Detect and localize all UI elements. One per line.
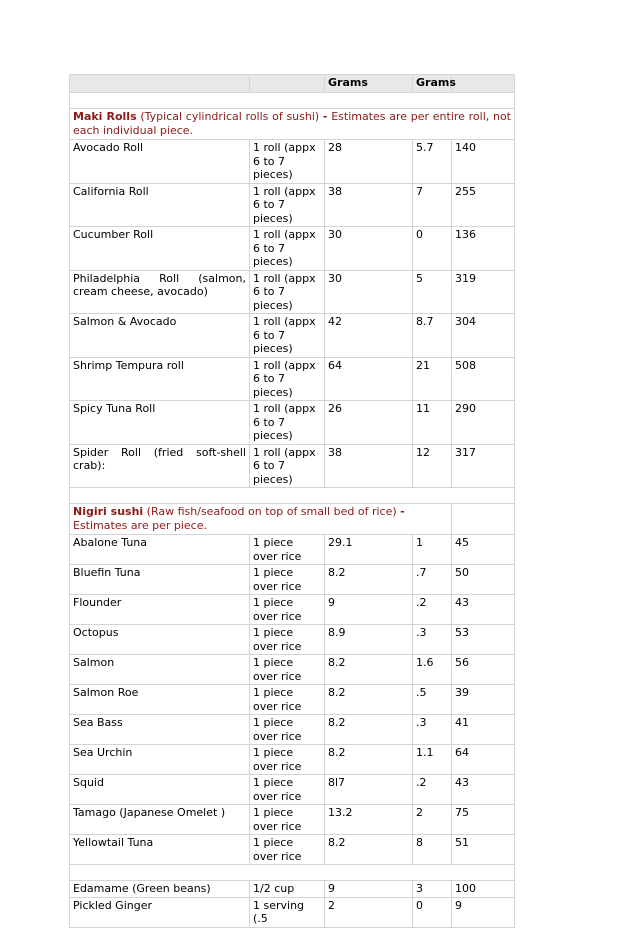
item-grams-1: 8.2: [325, 685, 413, 715]
item-serving: 1 piece over rice: [250, 715, 325, 745]
item-serving: 1 piece over rice: [250, 775, 325, 805]
item-name: Salmon: [70, 655, 250, 685]
item-serving: 1 piece over rice: [250, 685, 325, 715]
maki-section-note: Estimates are per entire roll, not each individual piece.: [73, 110, 511, 137]
item-grams-1: 29.1: [325, 535, 413, 565]
item-serving: 1 roll (appx 6 to 7 pieces): [250, 314, 325, 358]
item-name: Shrimp Tempura roll: [70, 357, 250, 401]
item-grams-2: .7: [413, 565, 452, 595]
item-serving: 1 roll (appx 6 to 7 pieces): [250, 227, 325, 271]
item-grams-2: .2: [413, 595, 452, 625]
item-grams-1: 9: [325, 881, 413, 898]
table-row: [70, 183, 515, 227]
item-grams-2: 8: [413, 835, 452, 865]
item-value: 304: [452, 314, 515, 358]
item-grams-1: 64: [325, 357, 413, 401]
header-row: [70, 75, 515, 93]
table-row: [70, 897, 515, 927]
item-grams-1: 9: [325, 595, 413, 625]
item-grams-2: .2: [413, 775, 452, 805]
item-grams-1: 8.2: [325, 745, 413, 775]
item-grams-1: 26: [325, 401, 413, 445]
item-serving: 1 piece over rice: [250, 535, 325, 565]
table-row: [70, 535, 515, 565]
item-grams-1: 28: [325, 140, 413, 184]
nigiri-section-header: [70, 504, 515, 535]
maki-section-title: Maki Rolls: [73, 110, 137, 123]
table-row: [70, 270, 515, 314]
table-row: [70, 401, 515, 445]
nigiri-section-title: Nigiri sushi: [73, 505, 144, 518]
item-grams-2: 1: [413, 535, 452, 565]
item-grams-1: 8.2: [325, 715, 413, 745]
item-serving: 1 piece over rice: [250, 625, 325, 655]
item-name: Salmon Roe: [70, 685, 250, 715]
item-value: 39: [452, 685, 515, 715]
item-value: 51: [452, 835, 515, 865]
item-serving: 1 piece over rice: [250, 745, 325, 775]
sushi-nutrition-table: [69, 74, 515, 928]
item-serving: 1 roll (appx 6 to 7 pieces): [250, 357, 325, 401]
item-name: Philadelphia Roll (salmon, cream cheese, avocado): [70, 270, 250, 314]
item-value: 9: [452, 897, 515, 927]
item-value: 319: [452, 270, 515, 314]
item-name: Edamame (Green beans): [70, 881, 250, 898]
item-grams-2: 7: [413, 183, 452, 227]
item-grams-2: 11: [413, 401, 452, 445]
spacer-cell: [70, 488, 515, 504]
item-grams-1: 8l7: [325, 775, 413, 805]
item-value: 43: [452, 775, 515, 805]
item-grams-1: 13.2: [325, 805, 413, 835]
item-serving: 1 piece over rice: [250, 595, 325, 625]
item-serving: 1 piece over rice: [250, 565, 325, 595]
item-value: 255: [452, 183, 515, 227]
header-cell-empty: [70, 75, 250, 93]
table-row: [70, 625, 515, 655]
item-name: Sea Urchin: [70, 745, 250, 775]
item-name: Bluefin Tuna: [70, 565, 250, 595]
item-serving: 1 piece over rice: [250, 655, 325, 685]
nigiri-section-note: Estimates are per piece.: [73, 518, 207, 532]
item-serving: 1 roll (appx 6 to 7 pieces): [250, 183, 325, 227]
item-value: 50: [452, 565, 515, 595]
item-grams-2: 1.1: [413, 745, 452, 775]
item-grams-1: 8.2: [325, 565, 413, 595]
item-name: Squid: [70, 775, 250, 805]
table-row: [70, 357, 515, 401]
item-grams-1: 8.2: [325, 655, 413, 685]
spacer-row: [70, 865, 515, 881]
item-name: Avocado Roll: [70, 140, 250, 184]
item-value: 290: [452, 401, 515, 445]
item-name: Flounder: [70, 595, 250, 625]
item-serving: 1 roll (appx 6 to 7 pieces): [250, 444, 325, 488]
item-grams-2: 1.6: [413, 655, 452, 685]
table-row: [70, 745, 515, 775]
table-row: [70, 140, 515, 184]
item-serving: 1/2 cup: [250, 881, 325, 898]
item-grams-1: 42: [325, 314, 413, 358]
table-row: [70, 444, 515, 488]
item-serving: 1 roll (appx 6 to 7 pieces): [250, 140, 325, 184]
item-grams-2: 3: [413, 881, 452, 898]
item-grams-2: 0: [413, 897, 452, 927]
header-grams-2: Grams: [413, 75, 452, 93]
item-grams-2: 8.7: [413, 314, 452, 358]
table-row: [70, 314, 515, 358]
item-value: 508: [452, 357, 515, 401]
spacer-row: [70, 93, 515, 109]
spacer-cell: [70, 865, 515, 881]
nigiri-section-empty: [452, 504, 515, 535]
item-grams-1: 2: [325, 897, 413, 927]
item-value: 100: [452, 881, 515, 898]
table-row: [70, 685, 515, 715]
item-name: Spicy Tuna Roll: [70, 401, 250, 445]
item-value: 43: [452, 595, 515, 625]
header-grams-1: Grams: [325, 75, 413, 93]
table-row: [70, 715, 515, 745]
item-value: 56: [452, 655, 515, 685]
item-value: 64: [452, 745, 515, 775]
item-name: Spider Roll (fried soft-shell crab):: [70, 444, 250, 488]
item-grams-1: 30: [325, 270, 413, 314]
table-row: [70, 881, 515, 898]
item-value: 45: [452, 535, 515, 565]
item-serving: 1 piece over rice: [250, 835, 325, 865]
item-name: Cucumber Roll: [70, 227, 250, 271]
item-grams-1: 38: [325, 444, 413, 488]
item-grams-2: 5: [413, 270, 452, 314]
item-serving: 1 roll (appx 6 to 7 pieces): [250, 401, 325, 445]
item-serving: 1 serving (.5: [250, 897, 325, 927]
item-grams-2: 2: [413, 805, 452, 835]
table-row: [70, 805, 515, 835]
table-row: [70, 775, 515, 805]
item-grams-1: 8.9: [325, 625, 413, 655]
item-serving: 1 piece over rice: [250, 805, 325, 835]
item-value: 136: [452, 227, 515, 271]
maki-section-dash: -: [322, 110, 328, 123]
nigiri-section-dash: -: [400, 505, 405, 518]
table-row: [70, 227, 515, 271]
header-cell-empty: [452, 75, 515, 93]
table-row: [70, 595, 515, 625]
nigiri-section-desc: (Raw fish/seafood on top of small bed of rice): [143, 505, 401, 518]
item-value: 317: [452, 444, 515, 488]
maki-section-desc: (Typical cylindrical rolls of sushi): [136, 110, 323, 123]
table-row: [70, 565, 515, 595]
item-name: California Roll: [70, 183, 250, 227]
header-cell-empty: [250, 75, 325, 93]
table-row: [70, 655, 515, 685]
table-row: [70, 835, 515, 865]
item-name: Tamago (Japanese Omelet ): [70, 805, 250, 835]
nutrition-document: [69, 74, 514, 928]
item-grams-1: 38: [325, 183, 413, 227]
item-value: 140: [452, 140, 515, 184]
nigiri-section-cell: [70, 504, 452, 535]
item-name: Sea Bass: [70, 715, 250, 745]
item-grams-1: 30: [325, 227, 413, 271]
item-grams-1: 8.2: [325, 835, 413, 865]
item-value: 41: [452, 715, 515, 745]
item-value: 53: [452, 625, 515, 655]
item-grams-2: 5.7: [413, 140, 452, 184]
maki-section-header: [70, 109, 515, 140]
item-grams-2: .3: [413, 625, 452, 655]
item-name: Abalone Tuna: [70, 535, 250, 565]
item-grams-2: .5: [413, 685, 452, 715]
item-name: Yellowtail Tuna: [70, 835, 250, 865]
item-name: Octopus: [70, 625, 250, 655]
maki-section-cell: [70, 109, 515, 140]
item-name: Pickled Ginger: [70, 897, 250, 927]
spacer-row: [70, 488, 515, 504]
item-grams-2: 0: [413, 227, 452, 271]
item-value: 75: [452, 805, 515, 835]
item-serving: 1 roll (appx 6 to 7 pieces): [250, 270, 325, 314]
spacer-cell: [70, 93, 515, 109]
item-grams-2: 12: [413, 444, 452, 488]
item-name: Salmon & Avocado: [70, 314, 250, 358]
item-grams-2: 21: [413, 357, 452, 401]
item-grams-2: .3: [413, 715, 452, 745]
